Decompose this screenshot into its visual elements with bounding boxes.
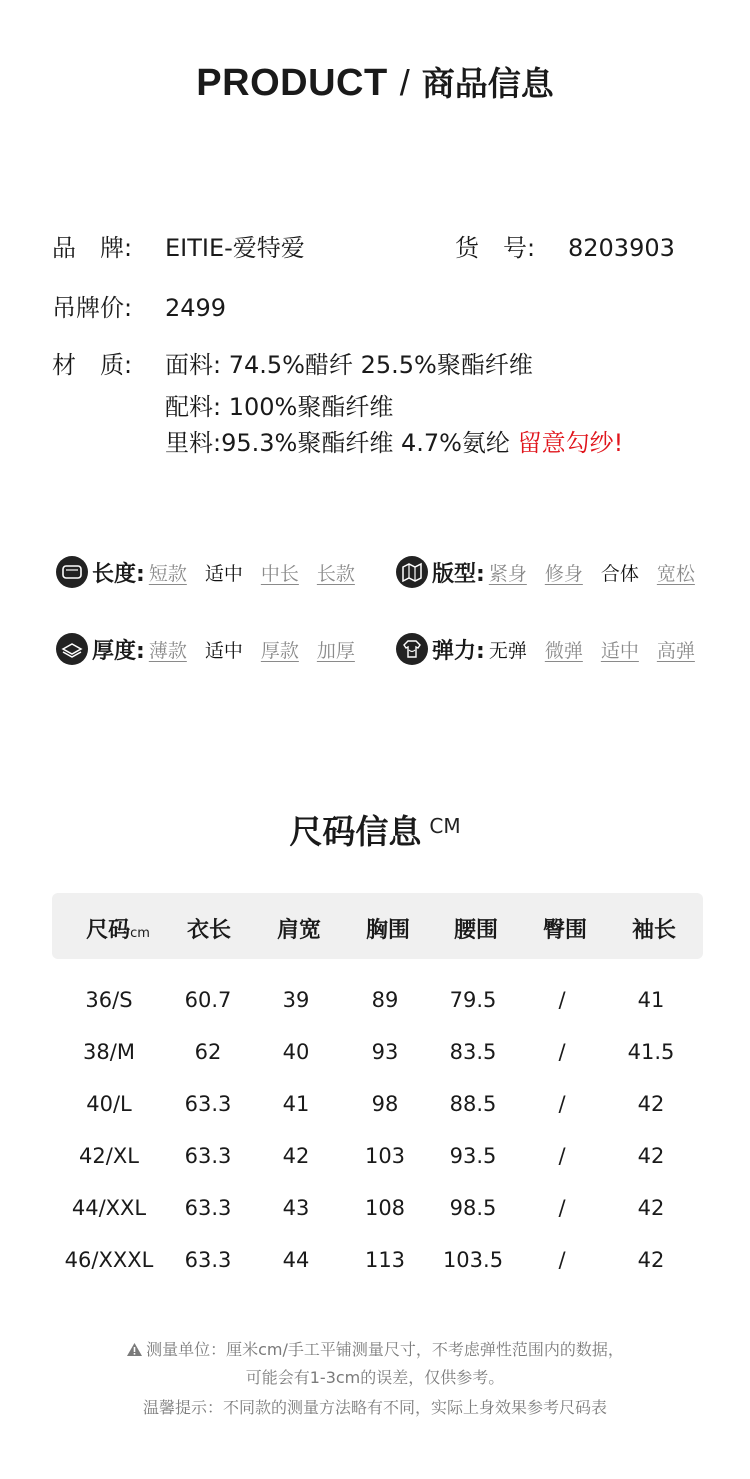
header-size: 尺码cm — [86, 918, 150, 943]
page-title — [0, 58, 750, 105]
brand-label: 品 牌: — [52, 234, 133, 262]
table-row: 40/L 63.3 41 98 88.5 / 42 — [86, 1092, 665, 1116]
size-section-title — [0, 806, 750, 853]
fit-icon — [396, 556, 428, 588]
table-row: 42/XL 63.3 42 103 93.5 / 42 — [79, 1144, 665, 1168]
title-slash: / — [399, 62, 410, 103]
table-row: 44/XXL 63.3 43 108 98.5 / 42 — [71, 1196, 665, 1220]
thickness-option-extra-thick: 加厚 — [316, 639, 355, 662]
length-option-medium: 适中 — [204, 562, 243, 585]
header-hip: 臀围 — [542, 918, 587, 943]
thickness-icon — [56, 633, 88, 665]
elasticity-option-slight: 微弹 — [544, 639, 583, 662]
material-line-3 — [165, 423, 623, 458]
length-attribute — [56, 555, 355, 589]
fit-tip-note: 温馨提示：不同款的测量方法略有不同，实际上身效果参考尺码表 — [142, 1398, 607, 1417]
elasticity-label: 弹力: — [432, 638, 485, 664]
material-line-1: 面料: 74.5%醋纤 25.5%聚酯纤维 — [165, 351, 533, 379]
table-row: 46/XXXL 63.3 44 113 103.5 / 42 — [64, 1248, 665, 1272]
measurement-note-line-2: 可能会有1-3cm的误差，仅供参考。 — [245, 1368, 505, 1387]
header-chest: 胸围 — [365, 918, 410, 943]
table-row: 36/S 60.7 39 89 79.5 / 41 — [85, 988, 665, 1012]
sku-value: 8203903 — [568, 234, 675, 262]
snag-warning: 留意勾纱! — [517, 429, 624, 457]
measurement-note — [0, 1337, 750, 1361]
length-icon — [56, 556, 88, 588]
header-waist: 腰围 — [453, 918, 498, 943]
fit-option-regular: 合体 — [600, 562, 639, 585]
title-english: PRODUCT — [196, 62, 388, 104]
header-length: 衣长 — [186, 918, 231, 943]
length-option-long: 长款 — [316, 562, 355, 585]
length-label: 长度: — [92, 561, 145, 587]
length-option-mid-long: 中长 — [260, 562, 299, 585]
price-row — [52, 288, 226, 323]
lining-text: 里料:95.3%聚酯纤维 4.7%氨纶 — [165, 429, 510, 457]
elasticity-option-none: 无弹 — [488, 639, 527, 662]
price-label: 吊牌价: — [52, 294, 133, 322]
title-chinese: 商品信息 — [421, 64, 554, 103]
brand-row — [52, 228, 305, 263]
thickness-option-thick: 厚款 — [260, 639, 299, 662]
header-sleeve: 袖长 — [631, 918, 676, 943]
sku-label: 货 号: — [455, 234, 536, 262]
elasticity-icon — [396, 633, 428, 665]
size-title-text: 尺码信息 — [289, 812, 422, 851]
fit-option-tight: 紧身 — [488, 562, 527, 585]
header-shoulder: 肩宽 — [276, 918, 321, 943]
price-value: 2499 — [165, 294, 227, 322]
size-title-unit: CM — [429, 814, 461, 838]
warning-icon — [126, 1342, 143, 1361]
measurement-note-line-1: 测量单位：厘米cm/手工平铺测量尺寸，不考虑弹性范围内的数据， — [146, 1340, 624, 1359]
fit-option-slim: 修身 — [544, 562, 583, 585]
thickness-option-thin: 薄款 — [148, 639, 187, 662]
fit-option-loose: 宽松 — [656, 562, 695, 585]
fit-attribute — [396, 555, 695, 589]
elasticity-option-high: 高弹 — [656, 639, 695, 662]
thickness-option-medium: 适中 — [204, 639, 243, 662]
thickness-label: 厚度: — [92, 638, 145, 664]
size-table-header — [52, 893, 703, 959]
elasticity-attribute — [396, 632, 695, 666]
fit-label: 版型: — [432, 561, 485, 587]
length-option-short: 短款 — [148, 562, 187, 585]
material-label: 材 质: — [52, 351, 133, 379]
table-row: 38/M 62 40 93 83.5 / 41.5 — [83, 1040, 675, 1064]
brand-value: EITIE-爱特爱 — [165, 234, 305, 262]
elasticity-option-medium: 适中 — [600, 639, 639, 662]
thickness-attribute — [56, 632, 355, 666]
sku-row — [455, 228, 675, 263]
material-line-2: 配料: 100%聚酯纤维 — [165, 393, 394, 421]
